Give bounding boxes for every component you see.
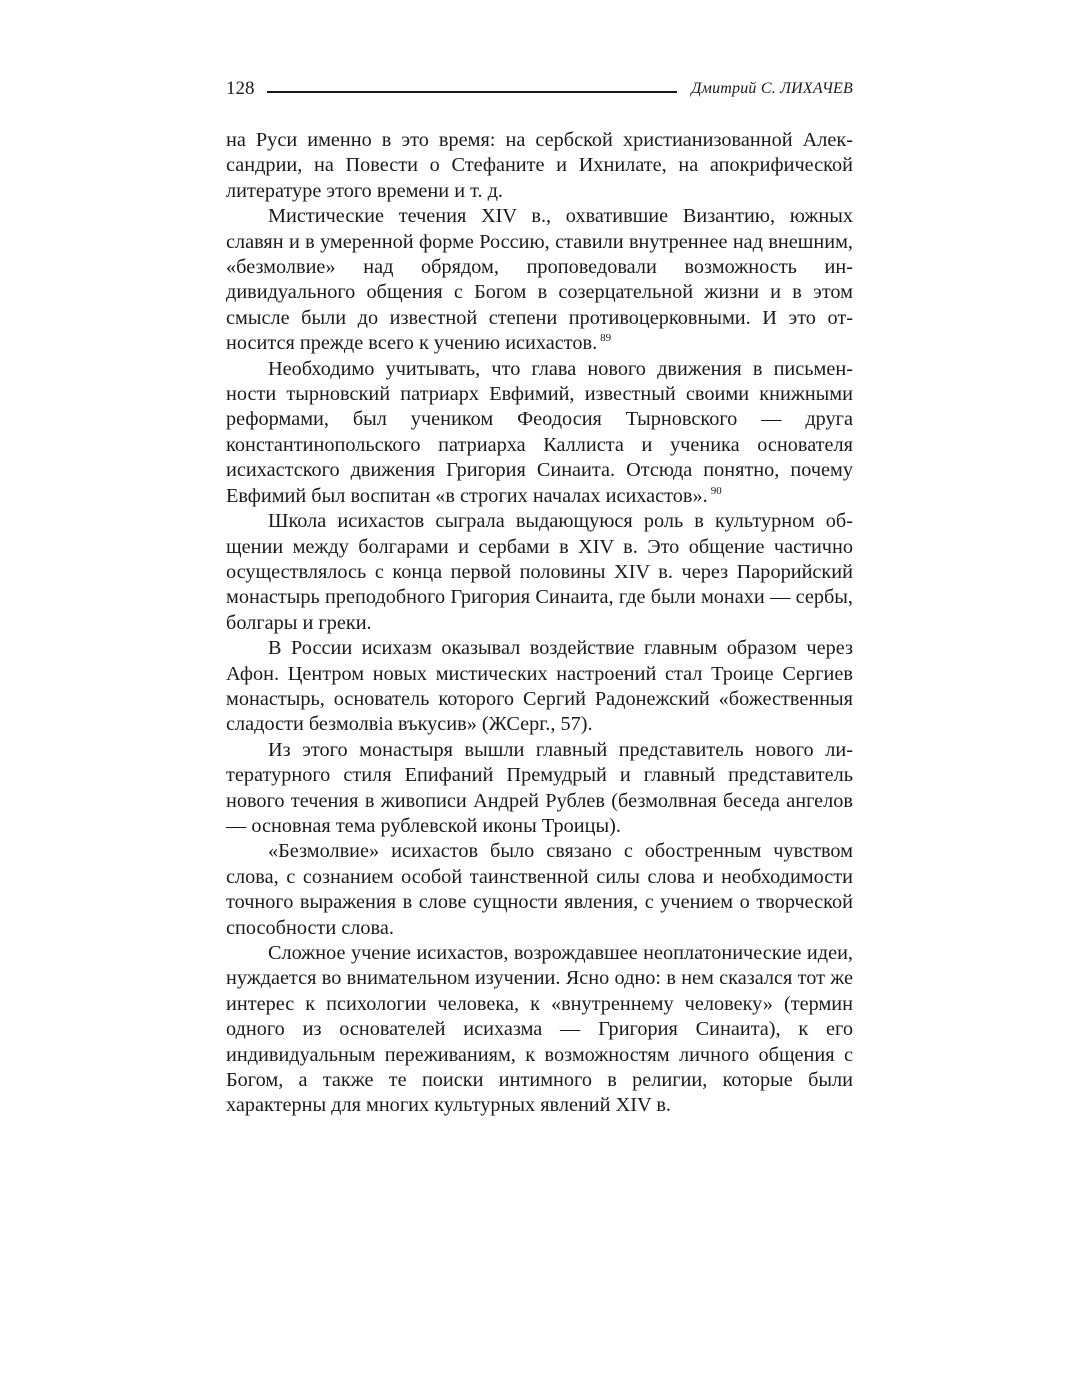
paragraph-1: на Руси именно в это время: на сербской христианизованной Александрии, на Повести о Стефаните и Ихнилате, на апокрифической литературе этого времени и т. д. [226, 129, 853, 202]
paragraph-6: Из этого монастыря вышли главный представитель нового литературного стиля Епифаний Премудрый и главный представитель нового течения в живописи Андрей Рублев (безмолвная беседа ангелов — основная тема рублевской иконы Троицы). [226, 738, 853, 837]
page-number: 128 [226, 78, 255, 99]
footnote-ref-90: 90 [710, 484, 722, 497]
paragraph-8: Сложное учение исихастов, возрождавшее неоплатонические идеи, нуждается во внимательном изучении. Ясно одно: в нем сказался тот же интерес к психологии человека, к «внутреннему человеку» (термин одного из основателей исихазма — Григория Синаита), к его индивидуальным переживаниям, к возможностям личного общения с Богом, а также те поиски интимного в религии, которые были характерны для многих культурных явлений XIV в. [226, 942, 853, 1117]
paragraph-4: Школа исихастов сыграла выдающуюся роль в культурном общении между болгарами и сербами в XIV в. Это общение частично осуществлялось с конца первой половины XIV в. через Парорийский монастырь преподобного Григория Синаита, где были монахи — сербы, болгары и греки. [226, 510, 853, 634]
paragraph-5: В России исихазм оказывал воздействие главным образом через Афон. Центром новых мистических настроений стал Троице Сергиев монастырь, основатель которого Сергий Радонежский «божественныя сладости безмолвіа въкусив» (ЖСерг., 57). [226, 637, 853, 736]
body-text [226, 128, 853, 1119]
header-rule [267, 91, 678, 93]
page-header [226, 76, 853, 102]
paragraph-3-text: Необходимо учитывать, что глава нового движения в письменности тырновский патриарх Евфимий, известный своими книжными реформами, был учеником Феодосия Тырновского — друга константинопольского патриарха Каллиста и ученика основателя исихастского движения Григория Синаита. Отсюда понятно, почему Евфимий был воспитан «в строгих началах исихастов». [226, 357, 853, 507]
paragraph-2 [226, 204, 853, 356]
paragraph-7: «Безмолвие» исихастов было связано с обостренным чувством слова, с сознанием особой таинственной силы слова и необходимости точного выражения в слове сущности явления, с учением о творческой способности слова. [226, 840, 853, 939]
paragraph-2-text: Мистические течения XIV в., охватившие Византию, южных славян и в умеренной форме Россию, ставили внутреннее над внешним, «безмолвие» над обрядом, проповедовали возможность индивидуального общения с Богом в созерцательной жизни и в этом смысле были до известной степени противоцерковными. И это относится прежде всего к учению исихастов. [226, 205, 853, 355]
paragraph-3 [226, 357, 853, 509]
running-head: Дмитрий С. ЛИХАЧЕВ [691, 80, 853, 97]
footnote-ref-89: 89 [600, 332, 612, 345]
